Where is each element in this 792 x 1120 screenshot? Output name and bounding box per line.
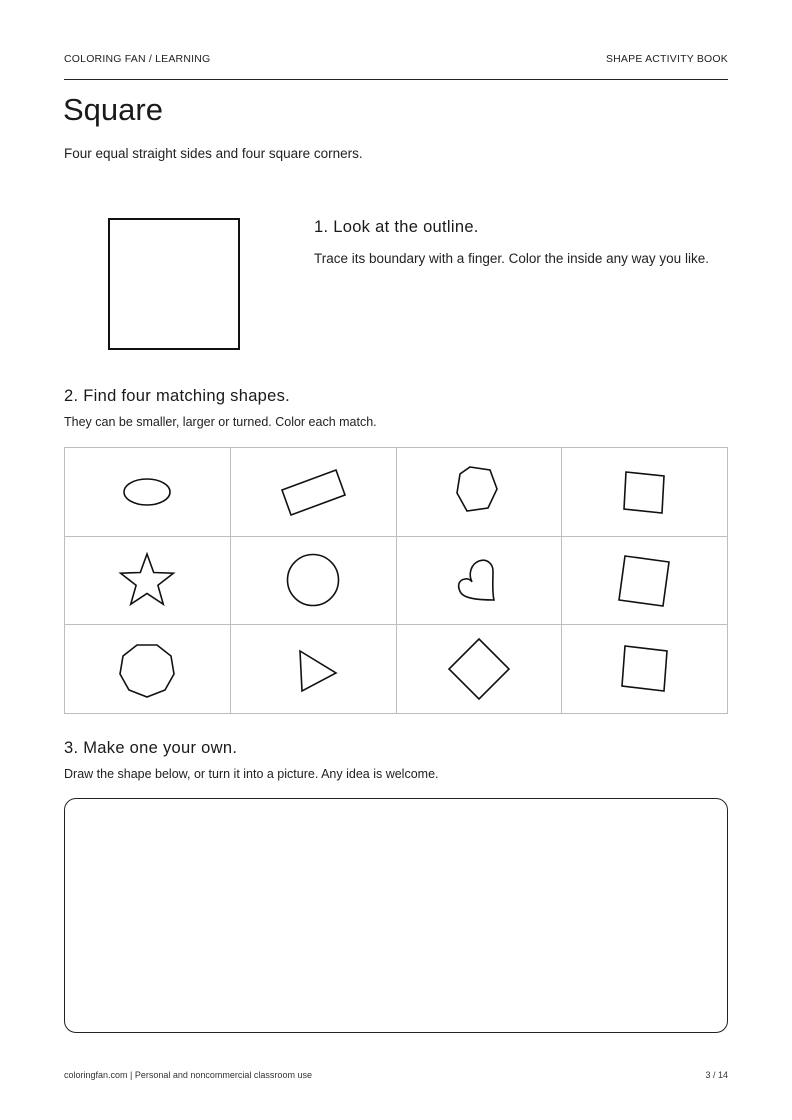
square-tilted-shape	[615, 639, 675, 699]
square-rotated-shape	[613, 548, 677, 612]
hexagon-shape	[447, 462, 511, 522]
step2-heading: 2. Find four matching shapes.	[64, 387, 291, 405]
grid-cell-triangle[interactable]	[231, 625, 397, 714]
octagon-shape	[115, 637, 179, 701]
square-small-shape	[615, 462, 675, 522]
step3-instructions: Draw the shape below, or turn it into a picture. Any idea is welcome.	[64, 767, 439, 781]
grid-cell-square-rotated[interactable]	[562, 537, 728, 626]
header-breadcrumb: COLORING FAN / LEARNING	[64, 53, 211, 65]
grid-cell-circle[interactable]	[231, 537, 397, 626]
page-subtitle: Four equal straight sides and four square corners.	[64, 146, 363, 161]
step3-heading: 3. Make one your own.	[64, 739, 238, 757]
grid-cell-rectangle[interactable]	[231, 448, 397, 537]
page-header	[64, 53, 728, 80]
star-shape	[115, 548, 179, 612]
shape-matching-grid	[64, 447, 728, 714]
square-outline-shape[interactable]	[108, 218, 240, 350]
grid-cell-square-tilted[interactable]	[562, 625, 728, 714]
step1-heading: 1. Look at the outline.	[314, 218, 479, 236]
triangle-shape	[283, 639, 343, 699]
step2-instructions: They can be smaller, larger or turned. Color each match.	[64, 415, 377, 429]
drawing-area[interactable]	[64, 798, 728, 1033]
heart-shape	[449, 550, 509, 610]
step1-instructions: Trace its boundary with a finger. Color the inside any way you like.	[314, 251, 709, 266]
grid-cell-hexagon[interactable]	[397, 448, 563, 537]
page-title: Square	[63, 92, 163, 127]
grid-cell-octagon[interactable]	[65, 625, 231, 714]
page-number: 3 / 14	[705, 1070, 728, 1080]
grid-cell-heart[interactable]	[397, 537, 563, 626]
footer-license: coloringfan.com | Personal and noncommercial classroom use	[64, 1070, 312, 1080]
grid-cell-square-small[interactable]	[562, 448, 728, 537]
header-book-title: SHAPE ACTIVITY BOOK	[605, 53, 728, 65]
grid-cell-ellipse[interactable]	[65, 448, 231, 537]
circle-shape	[281, 548, 345, 612]
ellipse-shape	[117, 472, 177, 512]
grid-cell-diamond[interactable]	[397, 625, 563, 714]
rectangle-shape	[273, 462, 353, 522]
grid-cell-star[interactable]	[65, 537, 231, 626]
diamond-shape	[444, 634, 514, 704]
